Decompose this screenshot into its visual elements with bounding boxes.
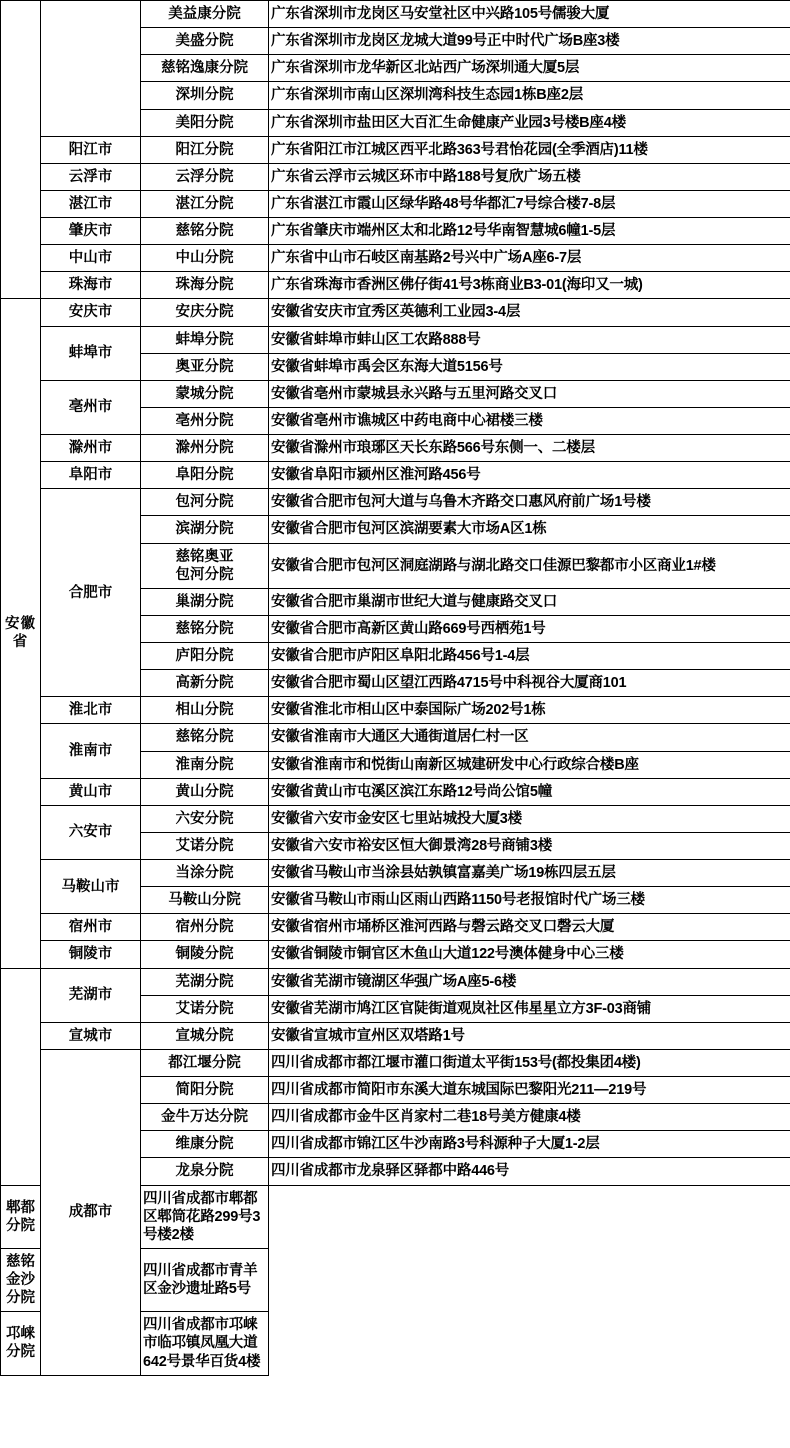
- address-cell: 四川省成都市龙泉驿区驿都中路446号: [269, 1158, 790, 1185]
- city-cell: 中山市: [41, 245, 141, 272]
- address-cell: 安徽省黄山市屯溪区滨江东路12号尚公馆5幢: [269, 778, 790, 805]
- branch-cell: 慈铭逸康分院: [141, 55, 269, 82]
- address-cell: 安徽省宣城市宣州区双塔路1号: [269, 1022, 790, 1049]
- address-cell: 安徽省亳州市蒙城县永兴路与五里河路交叉口: [269, 380, 790, 407]
- branch-cell: 芜湖分院: [141, 968, 269, 995]
- branch-table-body: [1, 1, 790, 1376]
- table-row: [1, 190, 790, 217]
- table-row: [1, 435, 790, 462]
- city-cell: 成都市: [41, 1049, 141, 1375]
- address-cell: 四川省成都市郫都区郫筒花路299号3号楼2楼: [141, 1185, 269, 1248]
- address-cell: 安徽省安庆市宜秀区英德利工业园3-4层: [269, 299, 790, 326]
- table-row: [1, 272, 790, 299]
- city-cell: 珠海市: [41, 272, 141, 299]
- address-cell: 安徽省六安市裕安区恒大御景湾28号商铺3楼: [269, 832, 790, 859]
- table-row: [1, 805, 790, 832]
- address-cell: 广东省深圳市南山区深圳湾科技生态园1栋B座2层: [269, 82, 790, 109]
- address-cell: 广东省深圳市盐田区大百汇生命健康产业园3号楼B座4楼: [269, 109, 790, 136]
- address-cell: 四川省成都市青羊区金沙遗址路5号: [141, 1248, 269, 1311]
- branch-cell: 宣城分院: [141, 1022, 269, 1049]
- branch-cell: 阜阳分院: [141, 462, 269, 489]
- branch-cell: 中山分院: [141, 245, 269, 272]
- branch-cell: 龙泉分院: [141, 1158, 269, 1185]
- branch-cell: 艾诺分院: [141, 995, 269, 1022]
- city-cell: 六安市: [41, 805, 141, 859]
- table-row: [1, 1022, 790, 1049]
- branch-cell: 包河分院: [141, 489, 269, 516]
- table-row: [1, 1, 790, 28]
- branch-cell: 高新分院: [141, 670, 269, 697]
- table-row: [1, 489, 790, 516]
- branch-cell: 滨湖分院: [141, 516, 269, 543]
- city-cell: 亳州市: [41, 380, 141, 434]
- city-cell: 淮北市: [41, 697, 141, 724]
- address-cell: 安徽省铜陵市铜官区木鱼山大道122号澳体健身中心三楼: [269, 941, 790, 968]
- address-cell: 广东省深圳市龙华新区北站西广场深圳通大厦5层: [269, 55, 790, 82]
- city-cell-continuation: [41, 1, 141, 137]
- city-cell: 肇庆市: [41, 218, 141, 245]
- city-cell: 阳江市: [41, 136, 141, 163]
- branch-cell: 深圳分院: [141, 82, 269, 109]
- branch-cell: 慈铭分院: [141, 218, 269, 245]
- branch-cell: 安庆分院: [141, 299, 269, 326]
- address-cell: 广东省云浮市云城区环市中路188号复欣广场五楼: [269, 163, 790, 190]
- branch-cell: 慈铭金沙分院: [1, 1248, 41, 1311]
- branch-cell: 云浮分院: [141, 163, 269, 190]
- table-row: [1, 380, 790, 407]
- city-cell: 黄山市: [41, 778, 141, 805]
- city-cell: 滁州市: [41, 435, 141, 462]
- address-cell: 安徽省合肥市包河区洞庭湖路与湖北路交口佳源巴黎都市小区商业1#楼: [269, 543, 790, 588]
- table-row: [1, 299, 790, 326]
- branch-cell: 亳州分院: [141, 407, 269, 434]
- address-cell: 广东省肇庆市端州区太和北路12号华南智慧城6幢1-5层: [269, 218, 790, 245]
- address-cell: 安徽省蚌埠市蚌山区工农路888号: [269, 326, 790, 353]
- address-cell: 四川省成都市都江堰市灌口街道太平街153号(都投集团4楼): [269, 1049, 790, 1076]
- branch-cell: 马鞍山分院: [141, 887, 269, 914]
- branch-cell: 美益康分院: [141, 1, 269, 28]
- branch-cell: 蚌埠分院: [141, 326, 269, 353]
- address-cell: 安徽省芜湖市鸠江区官陡街道观岚社区伟星星立方3F-03商铺: [269, 995, 790, 1022]
- table-row: [1, 914, 790, 941]
- branch-cell: 湛江分院: [141, 190, 269, 217]
- city-cell: 安庆市: [41, 299, 141, 326]
- address-cell: 安徽省合肥市包河大道与乌鲁木齐路交口惠风府前广场1号楼: [269, 489, 790, 516]
- branch-cell: 邛崃分院: [1, 1312, 41, 1375]
- address-cell: 广东省阳江市江城区西平北路363号君怡花园(全季酒店)11楼: [269, 136, 790, 163]
- city-cell: 阜阳市: [41, 462, 141, 489]
- branch-cell: 奥亚分院: [141, 353, 269, 380]
- address-cell: 安徽省合肥市高新区黄山路669号西栖苑1号: [269, 615, 790, 642]
- branch-cell: 滁州分院: [141, 435, 269, 462]
- table-row: [1, 697, 790, 724]
- table-row: [1, 136, 790, 163]
- address-cell: 广东省珠海市香洲区佛仔街41号3栋商业B3-01(海印又一城): [269, 272, 790, 299]
- branch-cell: 相山分院: [141, 697, 269, 724]
- address-cell: 安徽省合肥市巢湖市世纪大道与健康路交叉口: [269, 588, 790, 615]
- address-cell: 安徽省淮南市大通区大通街道居仁村一区: [269, 724, 790, 751]
- branch-cell: 美阳分院: [141, 109, 269, 136]
- branch-cell: 珠海分院: [141, 272, 269, 299]
- branch-cell: 淮南分院: [141, 751, 269, 778]
- address-cell: 安徽省亳州市谯城区中药电商中心裙楼三楼: [269, 407, 790, 434]
- branch-cell: 巢湖分院: [141, 588, 269, 615]
- address-cell: 安徽省马鞍山市雨山区雨山西路1150号老报馆时代广场三楼: [269, 887, 790, 914]
- address-cell: 安徽省芜湖市镜湖区华强广场A座5-6楼: [269, 968, 790, 995]
- branch-cell: 当涂分院: [141, 860, 269, 887]
- branch-cell: 慈铭奥亚 包河分院: [141, 543, 269, 588]
- branch-cell: 宿州分院: [141, 914, 269, 941]
- province-cell: 安徽省: [1, 299, 41, 968]
- branch-cell: 维康分院: [141, 1131, 269, 1158]
- address-cell: 安徽省淮北市相山区中泰国际广场202号1栋: [269, 697, 790, 724]
- table-row: [1, 941, 790, 968]
- address-cell: 安徽省马鞍山市当涂县姑孰镇富嘉美广场19栋四层五层: [269, 860, 790, 887]
- table-row: [1, 326, 790, 353]
- branch-cell: 阳江分院: [141, 136, 269, 163]
- table-row: [1, 462, 790, 489]
- branch-cell: 慈铭分院: [141, 724, 269, 751]
- city-cell: 马鞍山市: [41, 860, 141, 914]
- branch-cell: 慈铭分院: [141, 615, 269, 642]
- branch-cell: 蒙城分院: [141, 380, 269, 407]
- branch-cell: 庐阳分院: [141, 643, 269, 670]
- address-cell: 安徽省宿州市埇桥区淮河西路与磬云路交叉口磬云大厦: [269, 914, 790, 941]
- branch-cell: 铜陵分院: [141, 941, 269, 968]
- branch-cell: 美盛分院: [141, 28, 269, 55]
- address-cell: 安徽省合肥市庐阳区阜阳北路456号1-4层: [269, 643, 790, 670]
- city-cell: 铜陵市: [41, 941, 141, 968]
- address-cell: 安徽省阜阳市颍州区淮河路456号: [269, 462, 790, 489]
- branch-cell: 金牛万达分院: [141, 1104, 269, 1131]
- address-cell: 四川省成都市锦江区牛沙南路3号科源种子大厦1-2层: [269, 1131, 790, 1158]
- table-row: [1, 163, 790, 190]
- address-cell: 四川省成都市简阳市东溪大道东城国际巴黎阳光211—219号: [269, 1077, 790, 1104]
- province-cell-continuation: [1, 968, 41, 1185]
- city-cell: 湛江市: [41, 190, 141, 217]
- table-row: [1, 968, 790, 995]
- branch-cell: 艾诺分院: [141, 832, 269, 859]
- city-cell: 云浮市: [41, 163, 141, 190]
- city-cell: 合肥市: [41, 489, 141, 697]
- table-row: [1, 778, 790, 805]
- table-row: [1, 218, 790, 245]
- branch-cell: 黄山分院: [141, 778, 269, 805]
- address-cell: 广东省深圳市龙岗区马安堂社区中兴路105号儒骏大厦: [269, 1, 790, 28]
- branch-cell: 郫都分院: [1, 1185, 41, 1248]
- table-row: [1, 724, 790, 751]
- table-row: [1, 860, 790, 887]
- city-cell: 宣城市: [41, 1022, 141, 1049]
- province-cell-continuation: [1, 1, 41, 299]
- address-cell: 四川省成都市邛崃市临邛镇凤凰大道642号景华百货4楼: [141, 1312, 269, 1375]
- address-cell: 安徽省六安市金安区七里站城投大厦3楼: [269, 805, 790, 832]
- address-cell: 四川省成都市金牛区肖家村二巷18号美方健康4楼: [269, 1104, 790, 1131]
- city-cell: 芜湖市: [41, 968, 141, 1022]
- branch-cell: 六安分院: [141, 805, 269, 832]
- address-cell: 安徽省合肥市包河区滨湖要素大市场A区1栋: [269, 516, 790, 543]
- branch-cell: 简阳分院: [141, 1077, 269, 1104]
- city-cell: 淮南市: [41, 724, 141, 778]
- address-cell: 广东省中山市石岐区南基路2号兴中广场A座6-7层: [269, 245, 790, 272]
- address-cell: 安徽省合肥市蜀山区望江西路4715号中科视谷大厦商101: [269, 670, 790, 697]
- address-cell: 广东省深圳市龙岗区龙城大道99号正中时代广场B座3楼: [269, 28, 790, 55]
- table-row: [1, 1049, 790, 1076]
- city-cell: 蚌埠市: [41, 326, 141, 380]
- address-cell: 安徽省滁州市琅琊区天长东路566号东侧一、二楼层: [269, 435, 790, 462]
- address-cell: 广东省湛江市霞山区绿华路48号华都汇7号综合楼7-8层: [269, 190, 790, 217]
- table-row: [1, 245, 790, 272]
- city-cell: 宿州市: [41, 914, 141, 941]
- branch-cell: 都江堰分院: [141, 1049, 269, 1076]
- address-cell: 安徽省淮南市和悦街山南新区城建研发中心行政综合楼B座: [269, 751, 790, 778]
- address-cell: 安徽省蚌埠市禹会区东海大道5156号: [269, 353, 790, 380]
